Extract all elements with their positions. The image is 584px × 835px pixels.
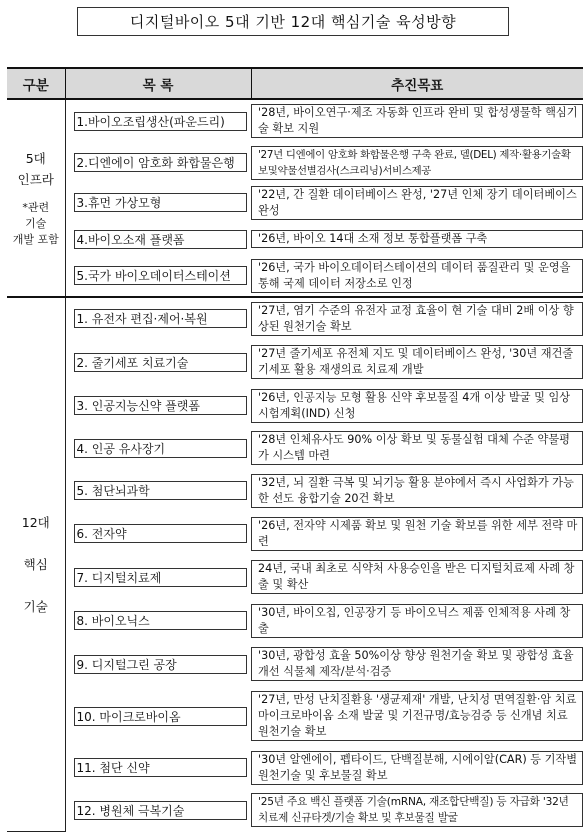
table-row <box>7 255 583 297</box>
category-label: 12대 <box>21 514 50 530</box>
item-label: 2.디엔에이 암호화 화합물은행 <box>74 153 248 172</box>
category-infra <box>7 99 65 297</box>
table-row <box>7 746 583 789</box>
goal-text: '26년, 국가 바이오데이터스테이션의 데이터 품질관리 및 운영을 통해 국제 데이터 저장소로 인정 <box>251 259 583 293</box>
table-row <box>7 340 583 384</box>
item-label: 1.바이오조립생산(파운드리) <box>74 112 248 131</box>
item-label: 6. 전자약 <box>74 524 248 543</box>
item-label: 3.휴먼 가상모형 <box>74 193 248 212</box>
table-row <box>7 789 583 831</box>
category-label: 5대 <box>25 151 46 166</box>
goal-text: '30년 알엔에이, 펩타이드, 단백질분해, 시에이알(CAR) 등 기작별 원천기술 및 후보물질 확보 <box>251 751 583 785</box>
table-row <box>7 686 583 746</box>
table-row <box>7 599 583 642</box>
table-row <box>7 642 583 686</box>
goal-text: '27년 디엔에이 암호화 화합물은행 구축 완료, 델(DEL) 제작·활용기술확보및약물선별검사(스크리닝)서비스제공 <box>251 146 583 180</box>
item-label: 9. 디지털그린 공장 <box>74 655 248 674</box>
goal-text: '26년, 인공지능 모형 활용 신약 후보물질 4개 이상 발굴 및 임상시험계획(IND) 신청 <box>251 389 583 423</box>
goal-text: '26년, 바이오 14대 소재 정보 통합플랫폼 구축 <box>251 230 583 248</box>
item-label: 3. 인공지능신약 플랫폼 <box>74 396 248 415</box>
item-label: 4.바이오소재 플랫폼 <box>74 230 248 249</box>
category-label: 핵심 <box>23 556 48 572</box>
goal-text: '30년, 바이오칩, 인공장기 등 바이오닉스 제품 인체적용 사례 창출 <box>251 604 583 638</box>
goal-text: '28년 인체유사도 90% 이상 확보 및 동물실험 대체 수준 약물평가 시스템 마련 <box>251 431 583 465</box>
item-label: 7. 디지털치료제 <box>74 568 248 587</box>
table-row <box>7 555 583 599</box>
table-row <box>7 469 583 512</box>
header-goal: 추진목표 <box>251 68 583 99</box>
item-label: 10. 마이크로바이옴 <box>74 707 248 726</box>
goal-text: '27년, 만성 난치질환용 '생균제재' 개발, 난치성 면역질환·암 치료 마이크로바이옴 소재 발굴 및 기전규명/효능검증 등 신개념 치료 원천기술 확보 <box>251 691 583 741</box>
item-label: 12. 병원체 극복기술 <box>74 801 248 820</box>
table-row <box>7 512 583 555</box>
item-label: 8. 바이오닉스 <box>74 611 248 630</box>
category-core-tech <box>7 297 65 831</box>
item-label: 2. 줄기세포 치료기술 <box>74 353 248 372</box>
goal-text: '32년, 뇌 질환 극복 및 뇌기능 활용 분야에서 즉시 사업화가 가능한 선도 융합기술 20건 확보 <box>251 474 583 508</box>
goal-text: '26년, 전자약 시제품 확보 및 원천 기술 확보를 위한 세부 전략 마련 <box>251 517 583 551</box>
category-note: *관련 기술 개발 포함 <box>12 201 59 246</box>
strategy-table <box>7 67 583 832</box>
goal-text: 24년, 국내 최초로 식약처 사용승인을 받은 디지털치료제 사례 창출 및 확산 <box>251 560 583 594</box>
item-label: 5. 첨단뇌과학 <box>74 481 248 500</box>
item-label: 4. 인공 유사장기 <box>74 439 248 458</box>
table-header-row <box>7 68 583 99</box>
item-label: 5.국가 바이오데이터스테이션 <box>74 266 248 285</box>
goal-text: '30년, 광합성 효율 50%이상 향상 원천기술 확보 및 광합성 효율 개선 식물체 제작/분석·검증 <box>251 647 583 681</box>
goal-text: '27년, 염기 수준의 유전자 교정 효율이 현 기술 대비 2배 이상 향상된 원천기술 확보 <box>251 302 583 336</box>
category-label: 기술 <box>23 598 48 614</box>
goal-text: '27년 줄기세포 유전체 지도 및 데이터베이스 완성, '30년 재건줄기세포 활용 재생의료 치료제 개발 <box>251 345 583 379</box>
table-row <box>7 384 583 427</box>
category-label: 인프라 <box>17 172 54 187</box>
goal-text: '22년, 간 질환 데이터베이스 완성, '27년 인체 장기 데이터베이스 완성 <box>251 186 583 220</box>
item-label: 1. 유전자 편집·제어·복원 <box>74 309 248 328</box>
table-row <box>7 427 583 469</box>
document-title: 디지털바이오 5대 기반 12대 핵심기술 육성방향 <box>77 7 509 36</box>
table-row <box>7 223 583 255</box>
item-label: 11. 첨단 신약 <box>74 758 248 777</box>
table-row <box>7 143 583 182</box>
table-row <box>7 297 583 340</box>
header-list: 목 록 <box>65 68 251 99</box>
header-category: 구분 <box>7 68 65 99</box>
table-row <box>7 99 583 143</box>
table-row <box>7 182 583 223</box>
goal-text: '25년 주요 백신 플랫폼 기술(mRNA, 재조합단백질) 등 자급화 '32년 치료제 신규타겟/기술 확보 및 후보물질 발굴 <box>251 793 583 827</box>
goal-text: '28년, 바이오연구·제조 자동화 인프라 완비 및 합성생물학 핵심기술 확보 지원 <box>251 104 583 138</box>
